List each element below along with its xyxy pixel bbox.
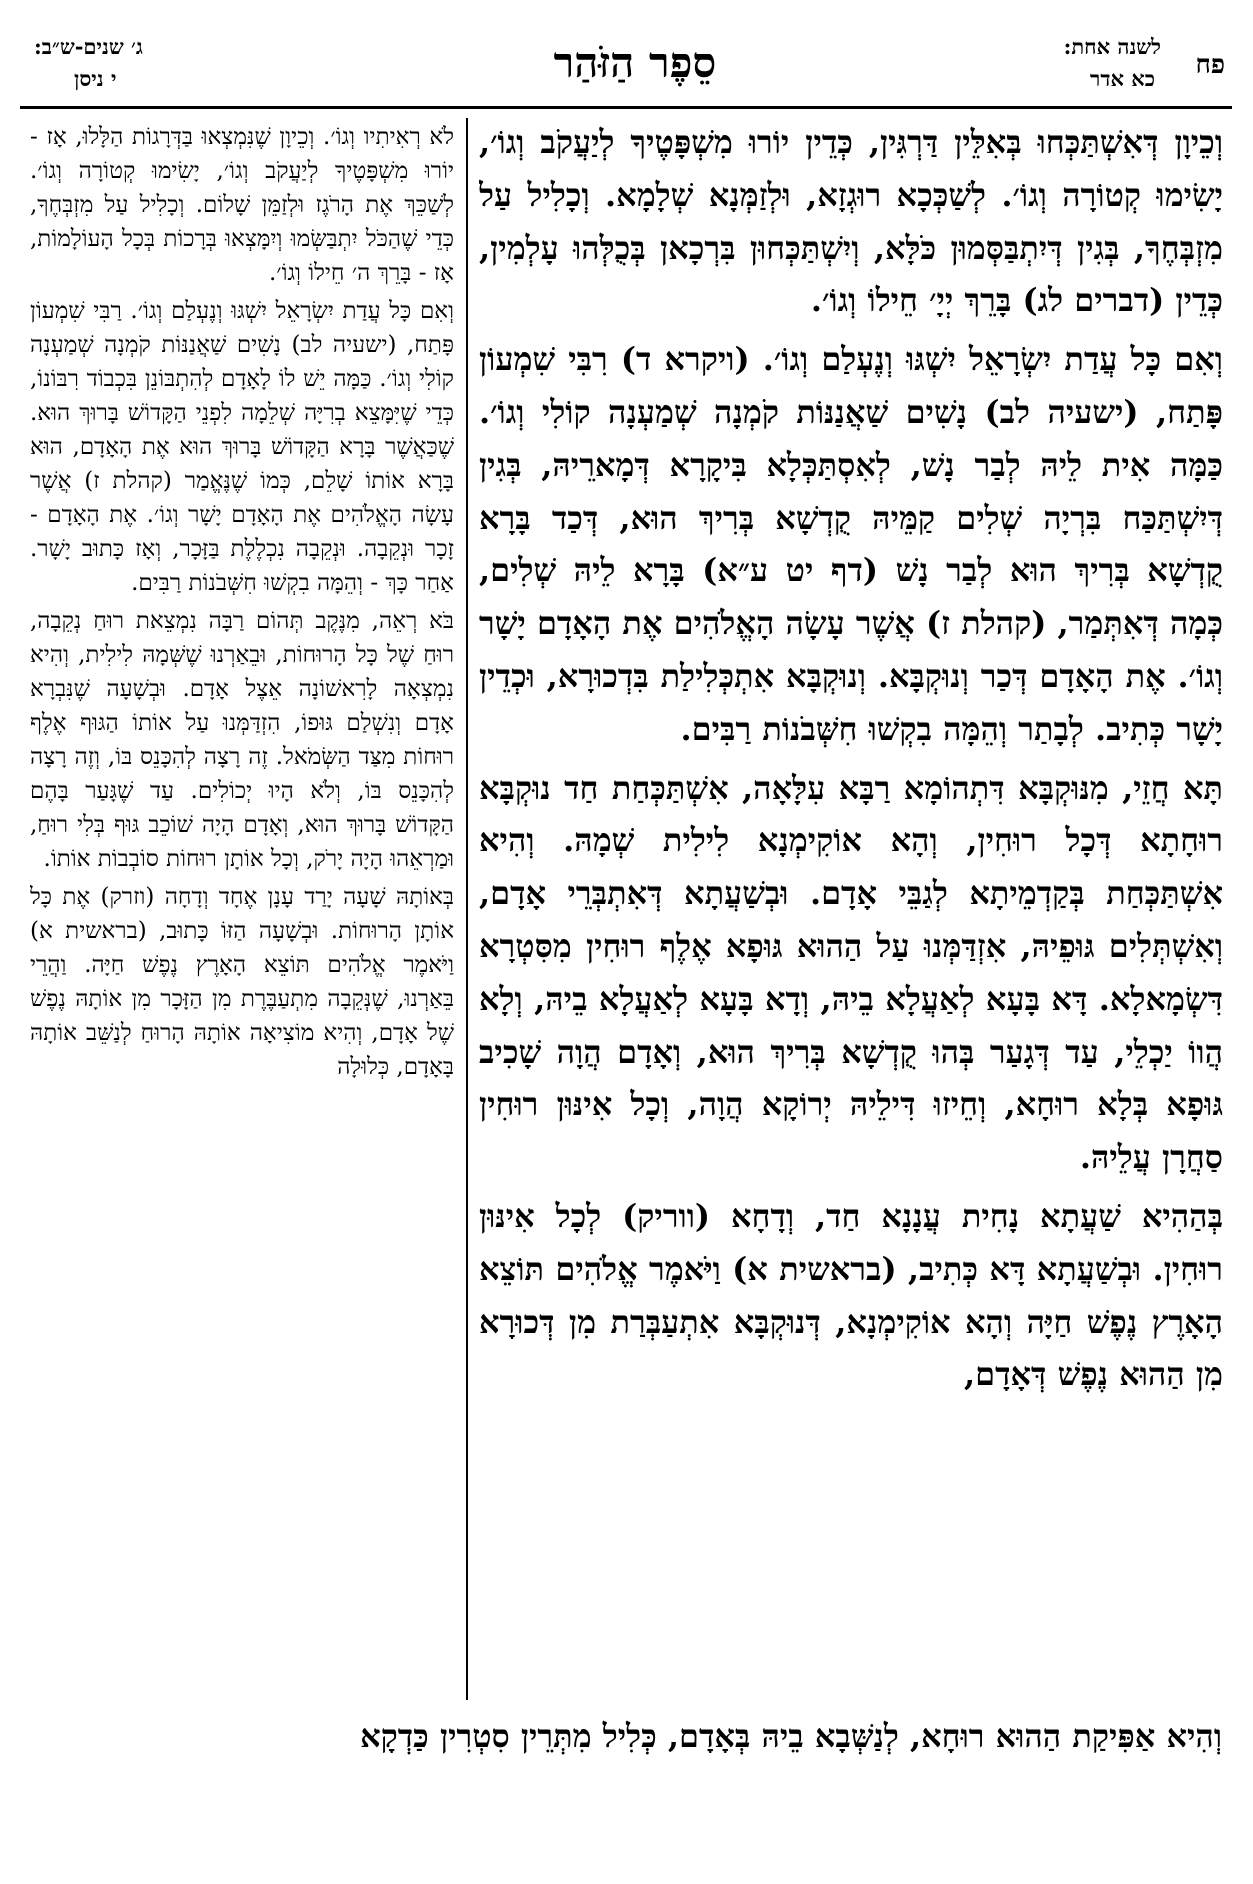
book-title: סֵפֶר הַזֹּהַר — [553, 38, 717, 87]
header-right-top: לשנה אחת: — [1063, 34, 1161, 59]
header-left-bottom: י ניסן — [74, 66, 117, 91]
aramaic-paragraph: בְּהַהִיא שַׁעֲתָא נָחִית עֲנָנָא חַד, וְדָחָא (ווריק) לְכָל אִינּוּן רוּחִין. וּבְשַׁעֲתָא דָּא כְּתִיב, (בראשית א) וַיֹּאמֶר אֱלֹהִים תּוֹצֵא הָאָרֶץ נֶפֶשׁ חַיָּה וְהָא אוֹקִימְנָא, דְּנוּקְבָּא אִתְעַבְּרַת מִן דְּכוּרָא מִן הַהוּא נֶפֶשׁ דְּאָדָם, — [479, 1196, 1223, 1394]
translation-paragraph: וְאִם כָּל עֲדַת יִשְׂרָאֵל יִשְׁגּוּ וְנֶעְלַם וְגוֹ׳. רַבִּי שִׁמְעוֹן פָּתַח, (ישעיה לב) נָשִׁים שַׁאֲנַנּוֹת קֹמְנָה שְׁמַעְנָה קוֹלִי וְגוֹ׳. כַּמָּה יֵשׁ לוֹ לָאָדָם לְהִתְבּוֹנֵן בִּכְבוֹד רִבּוֹנוֹ, כְּדֵי שֶׁיִּמָּצֵא בְרִיָּה שְׁלֵמָה לִפְנֵי הַקָּדוֹשׁ בָּרוּךְ הוּא. שֶׁכַּאֲשֶׁר בָּרָא הַקָּדוֹשׁ בָּרוּךְ הוּא אֶת הָאָדָם, הוּא בָּרָא אוֹתוֹ שָׁלֵם, כְּמוֹ שֶׁנֶּאֱמַר (קהלת ז) אֲשֶׁר עָשָׂה הָאֱלֹהִים אֶת הָאָדָם יָשָׁר וְגוֹ׳. אֶת הָאָדָם - זָכָר וּנְקֵבָה. וּנְקֵבָה נִכְלֶלֶת בַּזָּכָר, וְאָז כָּתוּב יָשָׁר. אַחַר כָּךְ - וְהֵמָּה בִקְשׁוּ חִשְּׁבֹנוֹת רַבִּים. — [30, 298, 454, 596]
header-left-top: ג׳ שנים-ש״ב: — [34, 34, 143, 59]
aramaic-paragraph: תָּא חֲזֵי, מִנּוּקְבָּא דִּתְהוֹמָא רַבָּא עִלָּאָה, אִשְׁתַּכְּחַת חַד נוּקְבָּא רוּחָתָא דְּכָל רוּחִין, וְהָא אוֹקִימְנָא לִילִית שְׁמָהּ. וְהִיא אִשְׁתַּכְּחַת בְּקַדְמֵיתָא לְגַבֵּי אָדָם. וּבְשַׁעֲתָא דְּאִתְבְּרֵי אָדָם, וְאִשְׁתְּלִים גּוּפֵיהּ, אִזְדַּמְּנוּ עַל הַהוּא גּוּפָא אֶלֶף רוּחִין מִסִּטְרָא דִּשְׂמָאלָא. דָּא בָּעָא לְאַעֲלָא בֵיהּ, וְדָא בָּעָא לְאַעֲלָא בֵיהּ, וְלָא הֲווֹ יַכְלֵי, עַד דְּגָעַר בְּהוּ קֻדְשָׁא בְּרִיךְ הוּא, וְאָדָם הֲוָה שָׁכִיב גּוּפָא בְּלָא רוּחָא, וְחֵיזוּ דִּילֵיהּ יְרוֹקָא הֲוָה, וְכָל אִינּוּן רוּחִין סַחֲרָן עֲלֵיהּ. — [479, 768, 1223, 1177]
header-right-bottom: כא אדר — [1090, 66, 1155, 91]
aramaic-column — [479, 116, 1223, 1716]
translation-paragraph: בְּאוֹתָהּ שָׁעָה יָרַד עָנָן אֶחָד וְדָחָה (וזרק) אֶת כָּל אוֹתָן הָרוּחוֹת. וּבְשָׁעָה הַזּוֹ כָּתוּב, (בראשית א) וַיֹּאמֶר אֱלֹהִים תּוֹצֵא הָאָרֶץ נֶפֶשׁ חַיָּה. וַהֲרֵי בֵּאַרְנוּ, שֶׁנְּקֵבָה מִתְעַבֶּרֶת מִן הַזָּכָר מִן אוֹתָהּ נֶפֶשׁ שֶׁל אָדָם, וְהִיא מוֹצִיאָה אוֹתָהּ הָרוּחַ לְנַשֵּׁב אוֹתָהּ בָּאָדָם, כְּלוּלָה — [30, 884, 454, 1080]
aramaic-paragraph: וְכֵיוָן דְּאִשְׁתַּכְּחוּ בְּאִלֵּין דַּרְגִּין, כְּדֵין יוֹרוּ מִשְׁפָּטֶיךָ לְיַעֲקֹב וְגוֹ׳, יָשִׂימוּ קְטוֹרָה וְגוֹ׳. לְשַׁכְּכָא רוּגְזָא, וּלְזַמְּנָא שְׁלָמָא. וְכָלִיל עַל מִזְבְּחֶךָ, בְּגִין דְּיִתְבַּסְּמוּן כֹּלָּא, וְיִשְׁתַּכְּחוּן בִּרְכָאן בְּכֻלְּהוּ עָלְמִין, כְּדֵין (דברים לג) בָּרֵךְ יְיָ׳ חֵילוֹ וְגוֹ׳. — [479, 123, 1223, 320]
translation-paragraph: בֹּא רְאֵה, מִנֶּקֶב תְּהוֹם רַבָּה נִמְצֵאת רוּחַ נְקֵבָה, רוּחַ שֶׁל כָּל הָרוּחוֹת, וּבֵאַרְנוּ שֶׁשְּׁמָהּ לִילִית, וְהִיא נִמְצְאָה לָרִאשׁוֹנָה אֵצֶל אָדָם. וּבְשָׁעָה שֶׁנִּבְרָא אָדָם וְנִשְׁלַם גּוּפוֹ, הִזְדַּמְּנוּ עַל אוֹתוֹ הַגּוּף אֶלֶף רוּחוֹת מִצַּד הַשְּׂמֹאל. זֶה רָצָה לְהִכָּנֵס בּוֹ, וְזֶה רָצָה לְהִכָּנֵס בּוֹ, וְלֹא הָיוּ יְכוֹלִים. עַד שֶׁגָּעַר בָּהֶם הַקָּדוֹשׁ בָּרוּךְ הוּא, וְאָדָם הָיָה שׁוֹכֵב גּוּף בְּלִי רוּחַ, וּמַרְאֵהוּ הָיָה יָרֹק, וְכָל אוֹתָן רוּחוֹת סוֹבְבוֹת אוֹתוֹ. — [30, 608, 454, 872]
aramaic-paragraph: וְאִם כָּל עֲדַת יִשְׂרָאֵל יִשְׁגּוּ וְנֶעְלַם וְגוֹ׳. (ויקרא ד) רִבִּי שִׁמְעוֹן פָּתַח, (ישעיה לב) נָשִׁים שַׁאֲנַנּוֹת קֹמְנָה שְׁמַעְנָה קוֹלִי וְגוֹ׳. כַּמָּה אִית לֵיהּ לְבַר נָשׁ, לְאִסְתַּכְּלָא בִּיקָרָא דְּמָארֵיהּ, בְּגִין דְּיִשְׁתַּכַּח בִּרְיָה שְׁלִים קַמֵּיהּ קֻדְשָׁא בְּרִיךְ הוּא, דְּכַד בָּרָא קֻדְשָׁא בְּרִיךְ הוּא לְבַר נָשׁ (דף יט ע״א) בָּרָא לֵיהּ שְׁלִים, כְּמָה דְּאִתְּמַר, (קהלת ז) אֲשֶׁר עָשָׂה הָאֱלֹהִים אֶת הָאָדָם יָשָׁר וְגוֹ׳. אֶת הָאָדָם דְּכַר וְנוּקְבָּא. וְנוּקְבָּא אִתְכְּלִילַת בִּדְכוּרָא, וּכְדֵין יָשָׁר כְּתִיב. לְבָתַר וְהֵמָּה בִקְשׁוּ חִשְּׁבֹנוֹת רַבִּים. — [479, 340, 1223, 748]
column-divider — [466, 118, 468, 1700]
hebrew-translation-column — [30, 120, 454, 1710]
translation-paragraph: לֹא רְאִיתִיו וְגוֹ׳. וְכֵיוָן שֶׁנִּמְצְאוּ בַּדְּרָגוֹת הַלָּלוּ, אָז - יוֹרוּ מִשְׁפָּטֶיךָ לְיַעֲקֹב וְגוֹ׳, יָשִׂימוּ קְטוֹרָה וְגוֹ׳. לְשַׁכֵּךְ אֶת הָרֹגֶז וּלְזַמֵּן שָׁלוֹם. וְכָלִיל עַל מִזְבְּחֶךָ, כְּדֵי שֶׁהַכֹּל יִתְבַּשְּׂמוּ וְיִמָּצְאוּ בְּרָכוֹת בְּכָל הָעוֹלָמוֹת, אָז - בָּרֵךְ ה׳ חֵילוֹ וְגוֹ׳. — [30, 124, 454, 286]
bottom-full-width-line: וְהִיא אַפִּיקַת הַהוּא רוּחָא, לְנַשְּׁבָא בֵיהּ בְּאָדָם, כְּלִיל מִתְּרֵין סִטְרִין כַּדְקָא — [360, 1717, 1222, 1755]
page-number: פח — [1195, 50, 1225, 80]
header-rule — [20, 106, 1232, 109]
page-header — [0, 26, 1253, 102]
